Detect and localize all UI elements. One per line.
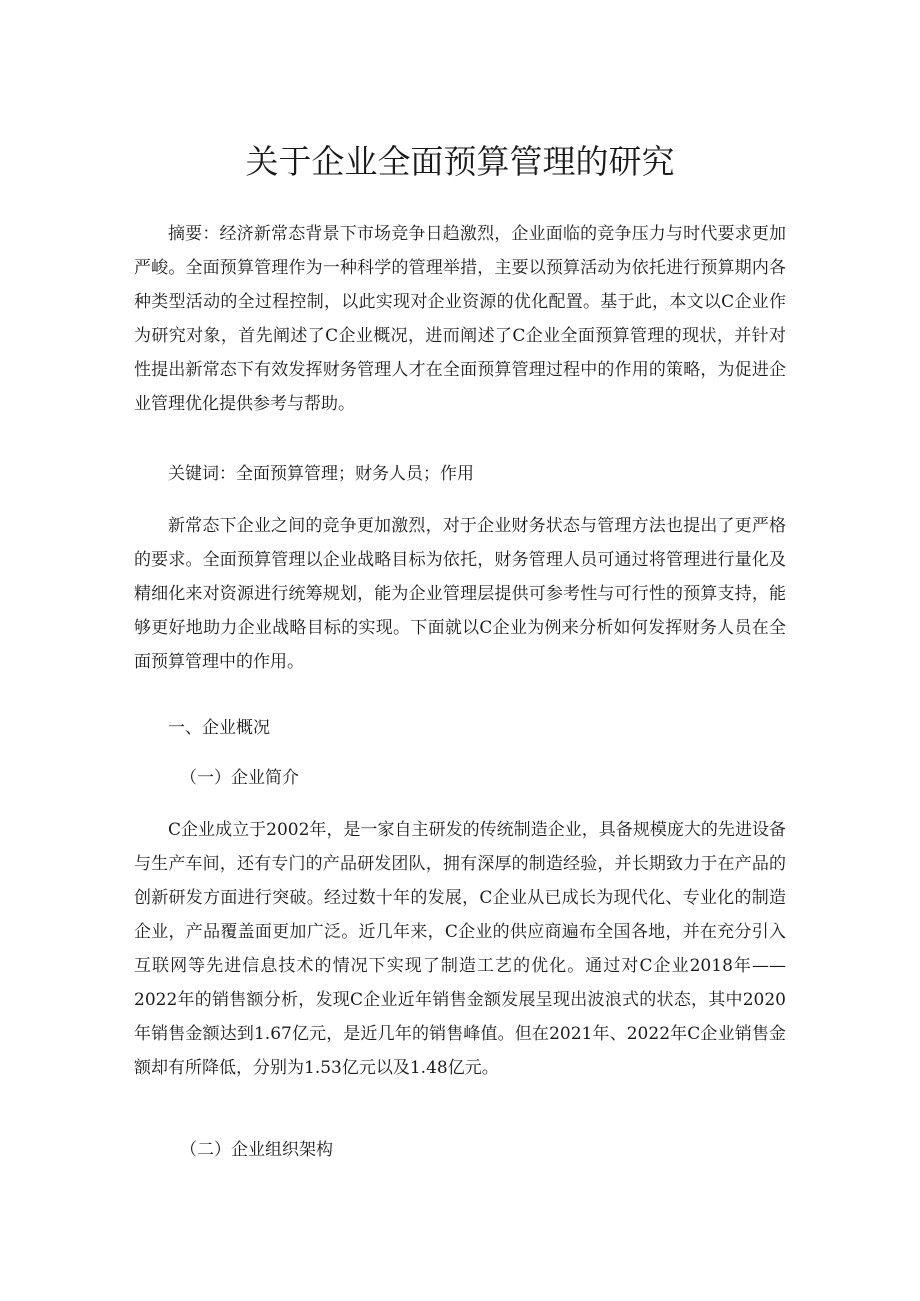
section-heading-1: 一、企业概况 [168, 718, 270, 738]
abstract-paragraph: 摘要：经济新常态背景下市场竞争日趋激烈，企业面临的竞争压力与时代要求更加严峻。全面预算管理作为一种科学的管理举措，主要以预算活动为依托进行预算期内各种类型活动的全过程控制，以此实现对企业资源的优化配置。基于此，本文以C企业作为研究对象，首先阐述了C企业概况，进而阐述了C企业全面预算管理的现状，并针对性提出新常态下有效发挥财务管理人才在全面预算管理过程中的作用的策略，为促进企业管理优化提供参考与帮助。 [134, 224, 786, 414]
document-title: 关于企业全面预算管理的研究 [245, 142, 675, 181]
intro-paragraph: 新常态下企业之间的竞争更加激烈，对于企业财务状态与管理方法也提出了更严格的要求。全面预算管理以企业战略目标为依托，财务管理人员可通过将管理进行量化及精细化来对资源进行统筹规划，能为企业管理层提供可参考性与可行性的预算支持，能够更好地助力企业战略目标的实现。下面就以C企业为例来分析如何发挥财务人员在全面预算管理中的作用。 [134, 516, 786, 672]
subsection-heading-1: （一）企业简介 [180, 768, 299, 788]
subsection-heading-2: （二）企业组织架构 [180, 1140, 333, 1160]
keywords-line: 关键词：全面预算管理；财务人员；作用 [168, 464, 474, 484]
company-profile-paragraph: C企业成立于2002年，是一家自主研发的传统制造企业，具备规模庞大的先进设备与生产车间，还有专门的产品研发团队，拥有深厚的制造经验，并长期致力于在产品的创新研发方面进行突破。经过数十年的发展，C企业从已成长为现代化、专业化的制造企业，产品覆盖面更加广泛。近几年来，C企业的供应商遍布全国各地，并在充分引入互联网等先进信息技术的情况下实现了制造工艺的优化。通过对C企业2018年——2022年的销售额分析，发现C企业近年销售金额发展呈现出波浪式的状态，其中2020年销售金额达到1.67亿元，是近几年的销售峰值。但在2021年、2022年C企业销售金额却有所降低，分别为1.53亿元以及1.48亿元。 [134, 820, 786, 1078]
